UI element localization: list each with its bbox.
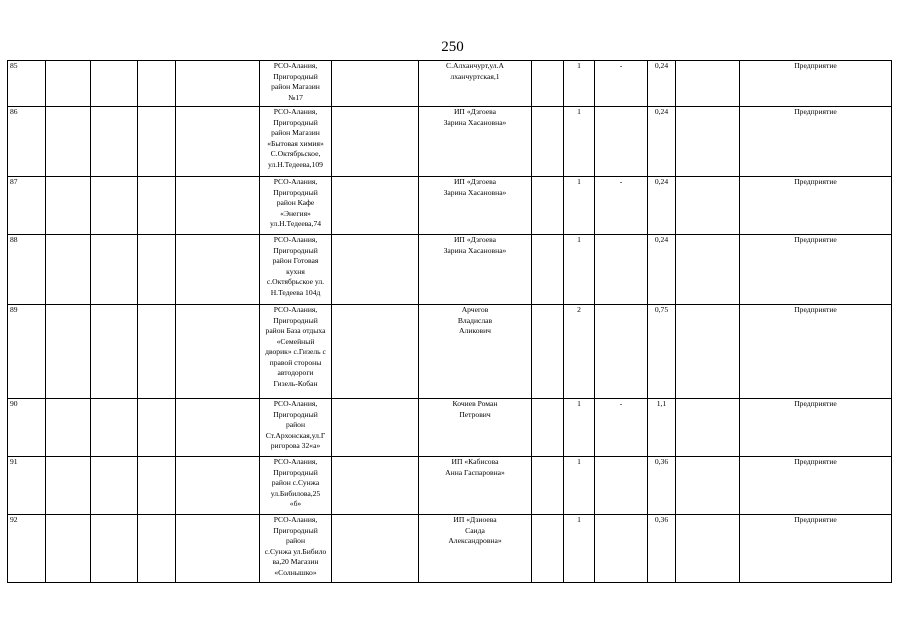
cell-dash <box>595 107 648 177</box>
cell-owner: Арчегов Владислав Аликович <box>419 305 532 399</box>
cell-empty <box>676 235 740 305</box>
cell-number: 87 <box>8 177 46 235</box>
cell-dash <box>595 305 648 399</box>
cell-empty <box>138 107 176 177</box>
cell-location: РСО-Алания, Пригородный район с.Сунжа ул.Бибило ва,20 Магазин «Солнышко» <box>260 515 332 583</box>
cell-empty <box>676 515 740 583</box>
cell-count: 1 <box>564 177 595 235</box>
cell-type: Предприятие <box>740 515 892 583</box>
cell-empty <box>91 107 138 177</box>
cell-empty <box>138 235 176 305</box>
cell-empty <box>91 305 138 399</box>
cell-empty <box>176 107 260 177</box>
cell-empty <box>176 61 260 107</box>
cell-type: Предприятие <box>740 177 892 235</box>
cell-empty <box>176 177 260 235</box>
cell-number: 86 <box>8 107 46 177</box>
cell-type: Предприятие <box>740 399 892 457</box>
cell-number: 92 <box>8 515 46 583</box>
cell-empty <box>676 305 740 399</box>
cell-empty <box>91 457 138 515</box>
cell-location: РСО-Алания, Пригородный район с.Сунжа ул.Бибилова,25 «б» <box>260 457 332 515</box>
cell-dash: - <box>595 61 648 107</box>
cell-dash <box>595 457 648 515</box>
cell-area: 0,24 <box>648 235 676 305</box>
cell-empty <box>332 61 419 107</box>
table-row <box>8 235 892 305</box>
cell-empty <box>176 515 260 583</box>
cell-type: Предприятие <box>740 107 892 177</box>
cell-count: 1 <box>564 107 595 177</box>
cell-empty <box>332 235 419 305</box>
cell-owner: ИП «Дзгоева Зарина Хасановна» <box>419 235 532 305</box>
cell-owner: Кочиев Роман Петрович <box>419 399 532 457</box>
cell-location: РСО-Алания, Пригородный район Кафе «Энегия» ул.Н.Тедеева,74 <box>260 177 332 235</box>
cell-area: 0,24 <box>648 107 676 177</box>
cell-location: РСО-Алания, Пригородный район Магазин «Бытовая химия» С.Октябрьское, ул.Н.Тедеева,109 <box>260 107 332 177</box>
cell-area: 0,24 <box>648 61 676 107</box>
cell-count: 1 <box>564 61 595 107</box>
cell-area: 0,24 <box>648 177 676 235</box>
cell-type: Предприятие <box>740 305 892 399</box>
cell-empty <box>676 399 740 457</box>
page-number: 250 <box>441 39 464 55</box>
cell-empty <box>676 107 740 177</box>
cell-dash <box>595 515 648 583</box>
cell-area: 0,75 <box>648 305 676 399</box>
cell-location: РСО-Алания, Пригородный район Ст.Архонская,ул.Г ригорова 32«а» <box>260 399 332 457</box>
cell-count: 1 <box>564 399 595 457</box>
cell-owner: ИП «Дзиоева Саида Александровна» <box>419 515 532 583</box>
cell-empty <box>532 235 564 305</box>
cell-count: 1 <box>564 515 595 583</box>
cell-empty <box>46 515 91 583</box>
cell-empty <box>532 305 564 399</box>
cell-dash <box>595 235 648 305</box>
cell-owner: ИП «Дзгоева Зарина Хасановна» <box>419 177 532 235</box>
cell-empty <box>532 515 564 583</box>
cell-empty <box>532 457 564 515</box>
cell-empty <box>46 177 91 235</box>
cell-empty <box>332 177 419 235</box>
cell-owner: ИП «Дзгоева Зарина Хасановна» <box>419 107 532 177</box>
table-row <box>8 399 892 457</box>
cell-empty <box>332 515 419 583</box>
cell-empty <box>138 515 176 583</box>
cell-empty <box>138 61 176 107</box>
registry-table <box>7 60 892 583</box>
cell-count: 2 <box>564 305 595 399</box>
cell-dash: - <box>595 399 648 457</box>
cell-number: 85 <box>8 61 46 107</box>
cell-empty <box>332 399 419 457</box>
table-row <box>8 61 892 107</box>
cell-empty <box>332 457 419 515</box>
cell-empty <box>676 61 740 107</box>
cell-number: 89 <box>8 305 46 399</box>
cell-location: РСО-Алания, Пригородный район Магазин №17 <box>260 61 332 107</box>
cell-empty <box>46 107 91 177</box>
cell-type: Предприятие <box>740 235 892 305</box>
cell-owner: С.Алханчурт,ул.А лханчуртская,1 <box>419 61 532 107</box>
cell-number: 91 <box>8 457 46 515</box>
cell-location: РСО-Алания, Пригородный район База отдыха «Семейный дворик» с.Гизель с правой стороны автодороги Гизель-Кобан <box>260 305 332 399</box>
cell-number: 88 <box>8 235 46 305</box>
table-row <box>8 515 892 583</box>
cell-empty <box>532 61 564 107</box>
cell-empty <box>332 305 419 399</box>
cell-empty <box>46 305 91 399</box>
cell-area: 1,1 <box>648 399 676 457</box>
cell-empty <box>676 177 740 235</box>
cell-empty <box>176 235 260 305</box>
cell-empty <box>91 399 138 457</box>
cell-empty <box>91 61 138 107</box>
cell-empty <box>138 457 176 515</box>
cell-location: РСО-Алания, Пригородный район Готовая кухня с.Октябрьское ул. Н.Тедеева 104д <box>260 235 332 305</box>
cell-empty <box>532 177 564 235</box>
table-body <box>8 61 892 583</box>
cell-empty <box>676 457 740 515</box>
cell-empty <box>532 107 564 177</box>
cell-dash: - <box>595 177 648 235</box>
table-row <box>8 177 892 235</box>
cell-area: 0,36 <box>648 515 676 583</box>
cell-empty <box>176 457 260 515</box>
cell-empty <box>138 305 176 399</box>
cell-empty <box>332 107 419 177</box>
cell-empty <box>138 177 176 235</box>
cell-empty <box>176 399 260 457</box>
cell-empty <box>91 177 138 235</box>
cell-empty <box>91 235 138 305</box>
cell-empty <box>46 457 91 515</box>
table-row <box>8 305 892 399</box>
cell-area: 0,36 <box>648 457 676 515</box>
table-row <box>8 107 892 177</box>
cell-type: Предприятие <box>740 61 892 107</box>
cell-empty <box>138 399 176 457</box>
cell-empty <box>91 515 138 583</box>
cell-empty <box>532 399 564 457</box>
cell-empty <box>46 61 91 107</box>
cell-count: 1 <box>564 235 595 305</box>
cell-owner: ИП «Кабисова Анна Гаспаровна» <box>419 457 532 515</box>
table-row <box>8 457 892 515</box>
cell-count: 1 <box>564 457 595 515</box>
cell-number: 90 <box>8 399 46 457</box>
cell-empty <box>46 399 91 457</box>
cell-empty <box>46 235 91 305</box>
cell-type: Предприятие <box>740 457 892 515</box>
cell-empty <box>176 305 260 399</box>
